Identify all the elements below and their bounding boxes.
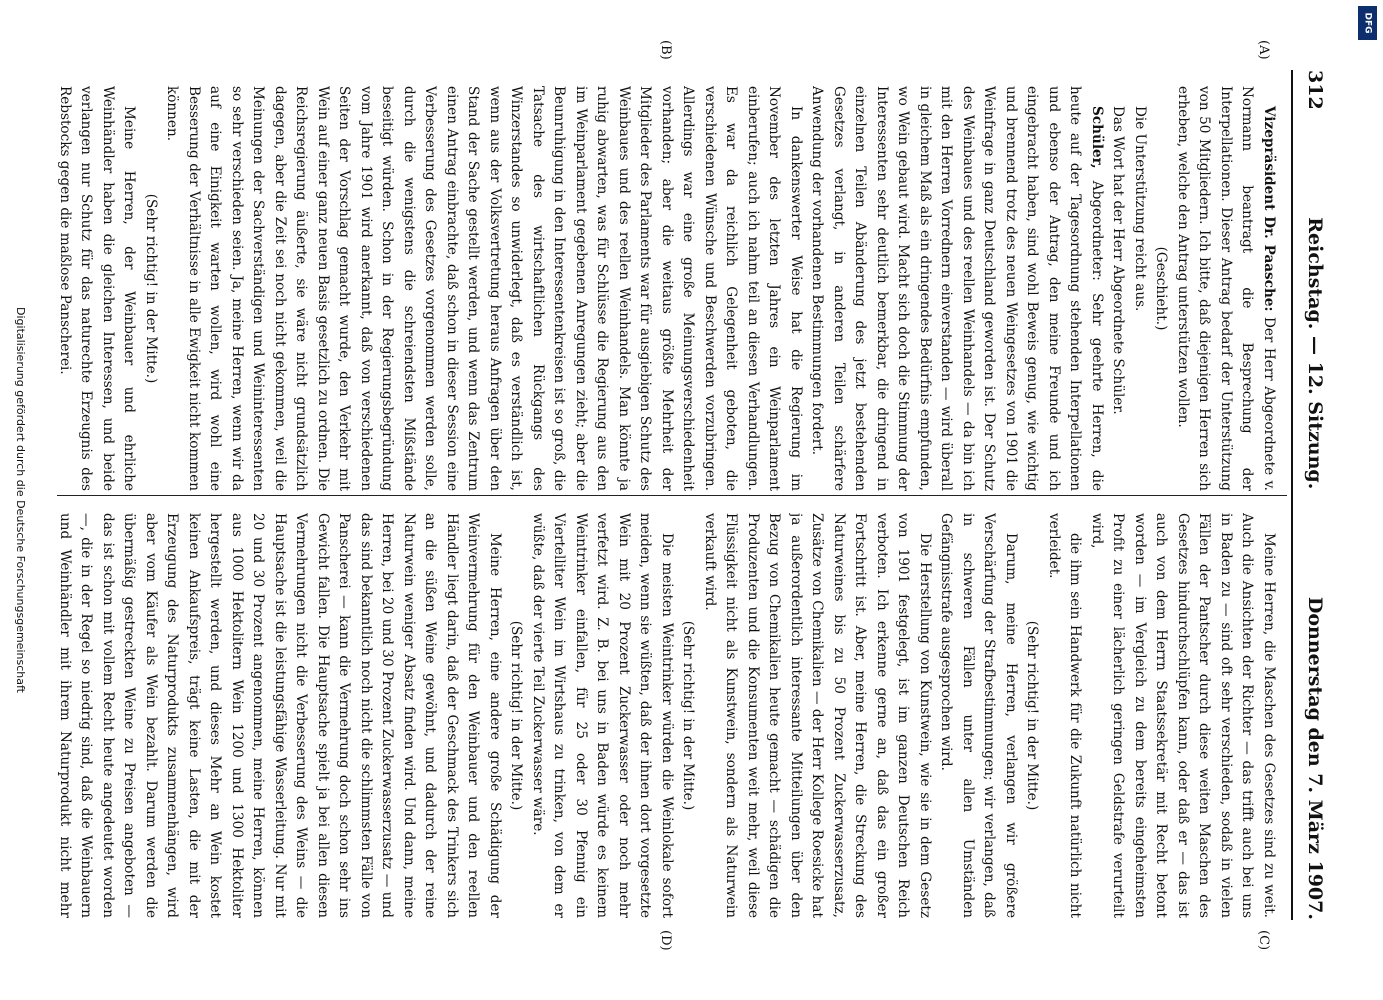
page-number: 312: [1304, 70, 1326, 110]
paragraph: Darum, meine Herren, verlangen wir größere Verschärfung der Strafbestimmungen; wir verlangen, daß in schweren Fällen unter allen Umständen Gefängnisstrafe ausgesprochen wird.: [938, 513, 1019, 918]
paragraph: die ihm sein Handwerk für die Zukunft natürlich nicht verleidet.: [1046, 513, 1084, 918]
paragraph: Meine Herren, der Weinbauer und ehrliche Weinhändler haben die gleichen Interessen, und beide verlangen nur Schutz für das naturechte Erzeugnis des Rebstocks gegen die maßlose Panscherei.: [57, 86, 138, 491]
column-divider: [57, 495, 1287, 496]
paragraph: Die Unterstützung reicht aus.: [1132, 106, 1148, 312]
margin-marker-c: (C): [1256, 930, 1271, 951]
stage-direction: (Sehr richtig! in der Mitte.): [680, 620, 697, 811]
paragraph: In dankenswerter Weise hat die Regierung im November des letzten Jahres ein Weinparlament einberufen; auch ich nahm teil an diesen Verhandlungen. Es war da reichlich Gelegenheit geboten, die verschiedenen Wünsche und Beschwerden vorzubringen. Allerdings war eine große Meinungsverschiedenheit vorhanden; aber die weitaus größte Mehrheit der Mitglieder des Parlaments war für ausgiebigen Schutz des Weinbaues und des reellen Weinhandels. Man könnte ja ruhig abwarten, was für Schlüsse die Regierung aus den im Weinparlament gegebenen Anregungen zieht; aber die Beunruhigung in den Interessentenkreisen ist so groß, die Tatsache des wirtschaftlichen Rückgangs des Winzerstandes so unwiderlegt, daß es verständlich ist, wenn aus der Volksvertretung heraus Anfragen über den Stand der Sache gestellt werden, und wenn das Zentrum einen Antrag einbrachte, daß schon in dieser Session eine Verbesserung des Gesetzes vorgenommen werden solle, durch die wenigstens die schreiendsten Mißstände beseitigt würden. Schon in der Regierungsbegründung vom Jahre 1901 wird anerkannt, daß von verschiedenen Seiten der Vorschlag gemacht wurde, den Verkehr mit Wein auf einer ganz neuen Basis gesetzlich zu ordnen. Die Reichsregierung äußerte, sie wäre nicht grundsätzlich dagegen, aber die Zeit sei noch nicht gekommen, weil die Meinungen der Sachverständigen und Weininteressenten so sehr verschieden seien. Ja, meine Herren, wenn wir da auf eine Einigkeit warten wollen, wird wohl eine Besserung der Verhältnisse in alle Ewigkeit nicht kommen können.: [164, 86, 804, 491]
paragraph: Meine Herren, die Maschen des Gesetzes sind zu weit. Auch die Ansichten der Richter — das trifft auch bei uns in Baden zu — sind oft sehr verschieden, sodaß in vielen Fällen der Pantscher durch diese weiten Maschen des Gesetzes hindurchschlüpfen kann, oder daß er — das ist auch von dem Herrn Staatssekretär mit Recht betont worden — im Vergleich zu dem bereits eingeheimsten Profit zu einer lächerlich geringen Geldstrafe verurteilt wird,: [1089, 513, 1277, 918]
paragraph: Schüler, Abgeordneter: Sehr geehrte Herren, die heute auf der Tagesordnung stehenden Interpellationen und ebenso der Antrag, den meine Freunde und ich eingebracht haben, sind wohl Beweis genug, wie wichtig und brennend trotz des neuen Weingesetzes von 1901 die Weinfrage in ganz Deutschland geworden ist. Der Schutz des Weinbaues und des reellen Weinhandels — da bin ich mit den Herren Vorrednern einverstanden — wird überall in gleichem Maß als ein dringendes Bedürfnis empfunden, wo Wein gebaut wird. Macht sich doch die Stimmung der Interessenten sehr deutlich bemerkbar, die dringend in einzelnen Teilen Abänderung des jetzt bestehenden Gesetzes verlangt, in anderen Teilen schärfere Anwendung der vorhandenen Bestimmungen fordert.: [809, 86, 1105, 491]
page-header: [1295, 70, 1335, 920]
digitization-credit: Digitalisierung gefördert durch die Deutsche Forschungsgemeinschaft: [14, 307, 27, 693]
right-column: [57, 513, 1279, 918]
stage-direction: (Sehr richtig! in der Mitte.): [143, 193, 159, 384]
stage-direction: (Geschieht.): [1153, 246, 1170, 331]
paragraph: Die Herstellung von Kunstwein, wie sie in dem Gesetz von 1901 festgelegt, ist im ganzen Deutschen Reich verboten. Ich erkenne gerne an, daß das ein großer Fortschritt ist. Aber, meine Herren, die Streckung des Naturweines bis zu 50 Prozent Zuckerwasserzusatz, Zusätze von Chemikalien — der Herr Kollege Roesicke hat ja außerordentlich interessante Mitteilungen über den Bezug von Chemikalien heute gemacht — schädigen die Produzenten und die Konsumenten weit mehr, weil diese Flüssigkeit nicht als Kunstwein, sondern als Naturwein verkauft wird.: [702, 513, 933, 918]
left-column: [57, 86, 1279, 491]
paragraph: Das Wort hat der Herr Abgeordnete Schüler.: [1110, 106, 1127, 415]
header-rule: [1291, 70, 1293, 920]
paragraph: Meine Herren, eine andere große Schädigung der Weinvermehrung für den Weinbauer und den reellen Händler liegt darin, daß der Geschmack des Trinkers sich an die süßen Weine gewöhnt, und dadurch der reine Naturwein weniger Absatz finden wird. Und dann, meine Herren, bei 20 und 30 Prozent Zuckerwasserzusatz — und das sind bekanntlich noch nicht die schlimmsten Fälle von Panscherei — kann die Vermehrung doch schon sehr ins Gewicht fallen. Die Hauptsache spielt ja bei allen diesen Vermehrungen nicht die Verbesserung des Weins — die Hauptsache ist die leistungsfähige Wasserleitung. Nur mit 20 und 30 Prozent angenommen, meine Herren, können aus 1000 Hektolitern Wein 1200 und 1300 Hektoliter hergestellt werden, und dieses Mehr an Wein kostet keinen Ankaufspreis, trägt keine Lasten, die mit der Erzeugung des Naturprodukts zusammenhängen, wird aber vom Käufer als Wein bezahlt. Darum werden die übermäßig gestreckten Weine zu Preisen angeboten — das ist schon mit vollem Recht heute angedeutet worden —, die in der Regel so niedrig sind, daß die Weinbauern und Weinhändler mit ihrem Naturprodukt nicht mehr: [57, 513, 503, 918]
paragraph: Vizepräsident Dr. Paasche: Der Herr Abgeordnete v. Normann beantragt die Besprechung der Interpellationen. Dieser Antrag bedarf der Unterstützung von 50 Mitgliedern. Ich bitte, daß diejenigen Herren sich erheben, welche den Antrag unterstützen wollen.: [1175, 86, 1277, 491]
margin-marker-a: (A): [1256, 40, 1271, 60]
stage-direction: (Sehr richtig! in der Mitte.): [1024, 620, 1041, 811]
stage-direction: (Sehr richtig! in der Mitte.): [508, 620, 525, 811]
paragraph: Die meisten Weintrinker würden die Weinlokale sofort meiden, wenn sie wüßten, daß der ihnen dort vorgesetzte Wein mit 20 Prozent Zuckerwasser oder noch mehr verfetzt wird. Z. B. bei uns in Baden würde es keinem Weintrinker einfallen, für 25 oder 30 Pfennig ein Viertelliter Wein im Wirtshaus zu trinken, von dem er wüßte, daß der vierte Teil Zuckerwasser wäre.: [530, 513, 675, 918]
session-title: Reichstag. — 12. Sitzung.: [1304, 217, 1326, 490]
speaker-name: Vizepräsident Dr. Paasche:: [1261, 106, 1277, 312]
margin-marker-d: (D): [658, 930, 673, 951]
margin-marker-b: (B): [658, 40, 673, 60]
dfg-logo: DFG: [1358, 6, 1377, 40]
session-date: Donnerstag den 7. März 1907.: [1304, 596, 1326, 920]
speaker-name: Schüler,: [1089, 106, 1105, 169]
